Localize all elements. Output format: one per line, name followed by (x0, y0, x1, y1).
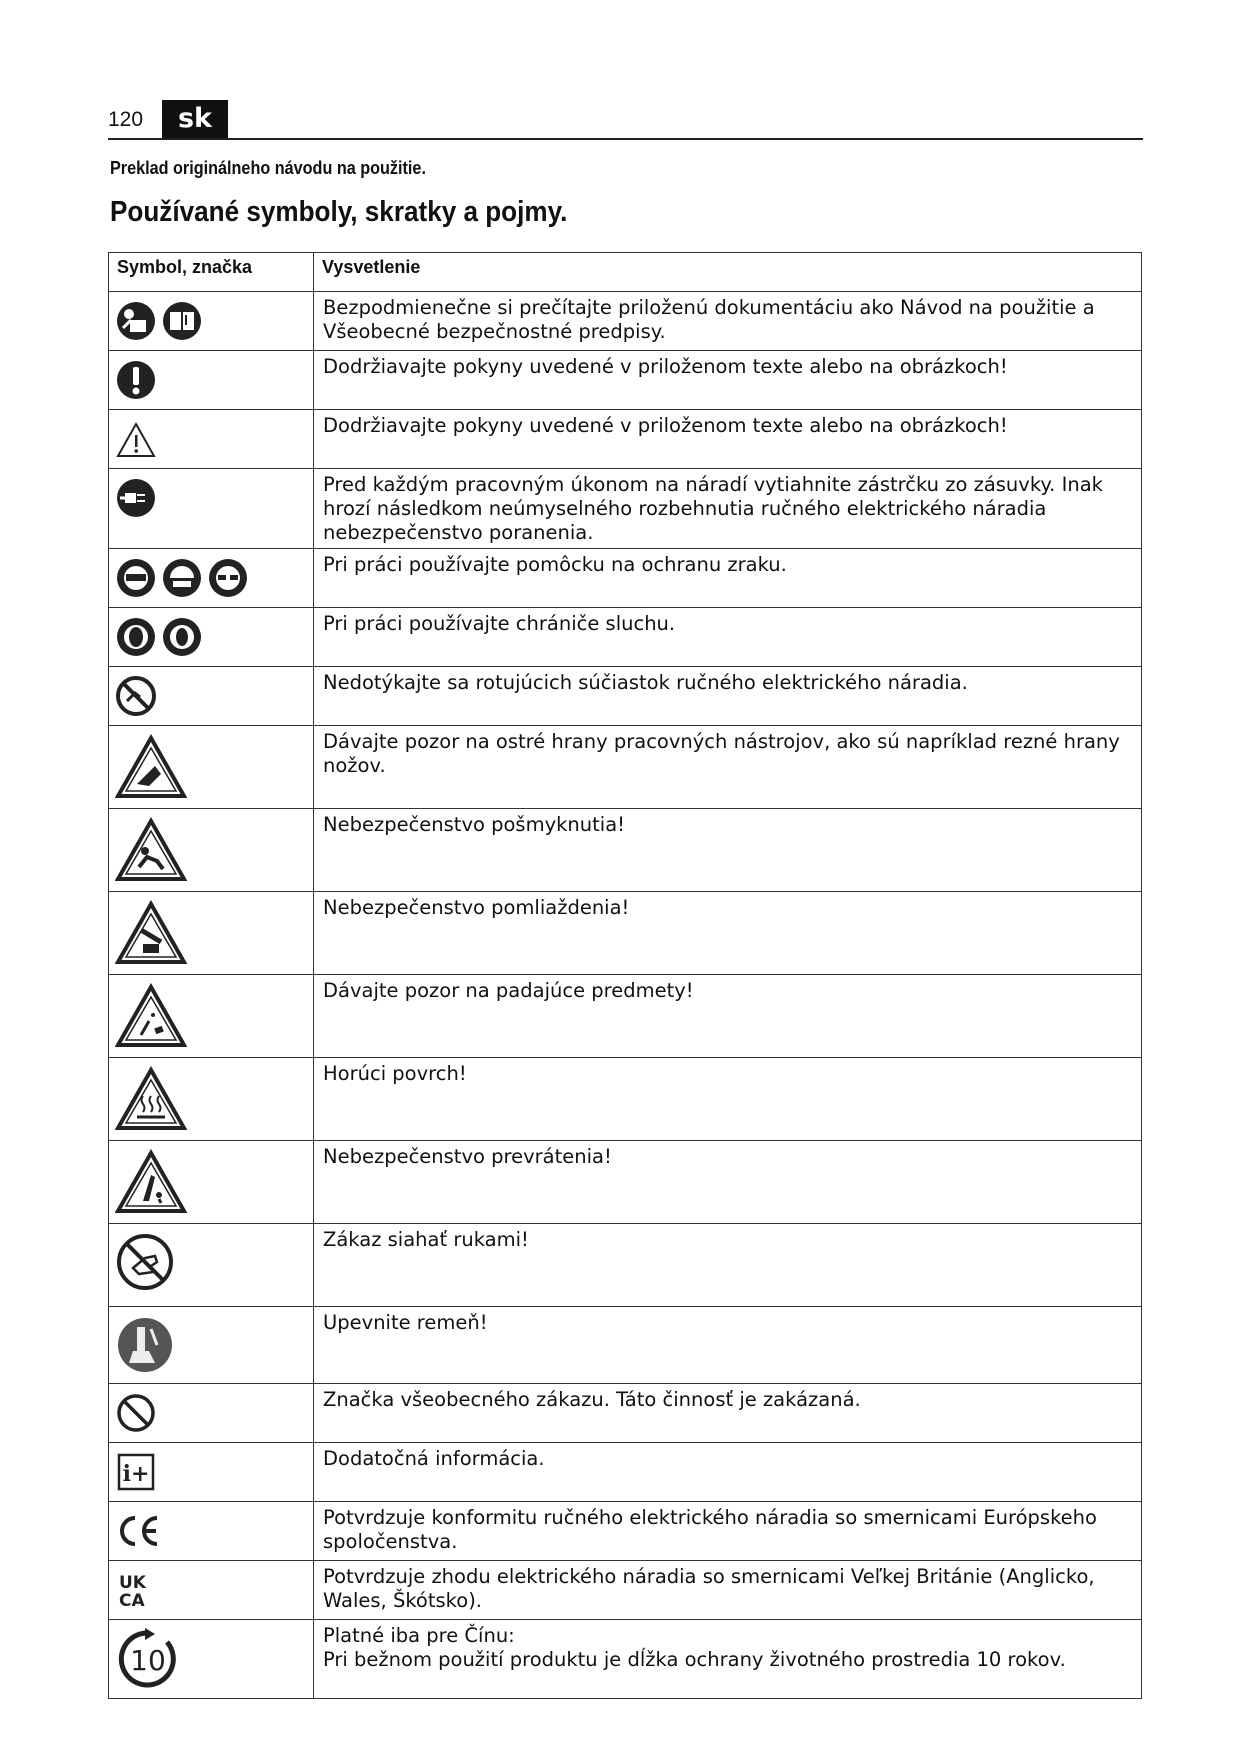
symbols-table (108, 252, 1142, 1699)
no-hands-icon (115, 1232, 175, 1292)
table-row (109, 1384, 1142, 1443)
table-row (109, 351, 1142, 410)
table-row (109, 608, 1142, 667)
row-text: Dodržiavajte pokyny uvedené v priloženom texte alebo na obrázkoch! (323, 414, 1008, 437)
page-number: 120 (108, 108, 144, 131)
ukca-mark-icon (115, 1569, 157, 1611)
row-text: Dávajte pozor na ostré hrany pracovných nástrojov, ako sú napríklad rezné hrany nožov. (323, 730, 1120, 777)
fasten-strap-icon (115, 1315, 175, 1375)
no-touch-rotating-icon (115, 675, 157, 717)
read-manual-icon (115, 300, 157, 342)
table-row (109, 1058, 1142, 1141)
row-text: Nebezpečenstvo pomliaždenia! (323, 896, 630, 919)
falling-objects-icon (115, 983, 187, 1049)
row-text: Nedotýkajte sa rotujúcich súčiastok ručného elektrického náradia. (323, 671, 968, 694)
row-text: Nebezpečenstvo prevrátenia! (323, 1145, 612, 1168)
document-subtitle: Preklad originálneho návodu na použitie. (110, 158, 426, 178)
table-row (109, 1620, 1142, 1699)
manual-book-icon (161, 300, 203, 342)
table-row (109, 292, 1142, 351)
rohs-number: 10 (130, 1644, 166, 1677)
row-text: Dodatočná informácia. (323, 1447, 545, 1470)
ce-mark-icon (115, 1510, 161, 1552)
row-text: Upevnite remeň! (323, 1311, 488, 1334)
header-symbol: Symbol, značka (109, 253, 314, 292)
header-explanation: Vysvetlenie (314, 253, 1142, 292)
china-rohs-10-icon (115, 1628, 181, 1690)
row-text (314, 1620, 1141, 1674)
info-glyph: i+ (122, 1461, 150, 1487)
row-text: Pri práci používajte chrániče sluchu. (323, 612, 676, 635)
slip-hazard-icon (115, 817, 187, 883)
mandatory-exclamation-icon (115, 359, 157, 401)
row-text-line1: Platné iba pre Čínu: (323, 1624, 515, 1647)
helmet-icon (161, 557, 203, 599)
language-badge: sk (162, 100, 228, 138)
row-text: Dávajte pozor na padajúce predmety! (323, 979, 694, 1002)
table-row (109, 1141, 1142, 1224)
row-text: Potvrdzuje konformitu ručného elektrického náradia so smernicami Európskeho spoločenstva. (323, 1506, 1097, 1553)
face-shield-icon (115, 557, 157, 599)
row-text: Pred každým pracovným úkonom na náradí vytiahnite zástrčku zo zásuvky. Inak hrozí následkom neúmyselného rozbehnutia ručného elektrického náradia nebezpečenstvo poranenia. (323, 473, 1103, 544)
safety-glasses-icon (207, 557, 249, 599)
info-icon (115, 1451, 157, 1493)
row-text: Potvrdzuje zhodu elektrického náradia so smernicami Veľkej Británie (Anglicko, Wales, Škótsko). (323, 1565, 1095, 1612)
table-row (109, 410, 1142, 469)
ear-muffs-icon (115, 616, 157, 658)
row-text: Bezpodmienečne si prečítajte priloženú dokumentáciu ako Návod na použitie a Všeobecné bezpečnostné predpisy. (323, 296, 1095, 343)
sharp-edges-warning-icon (115, 734, 187, 800)
warning-triangle-icon (115, 418, 157, 460)
row-text-line2: Pri bežnom použití produktu je dĺžka ochrany životného prostredia 10 rokov. (323, 1648, 1066, 1671)
crush-hazard-icon (115, 900, 187, 966)
table-row (109, 1561, 1142, 1620)
ukca-line2: CA (119, 1591, 145, 1611)
row-text: Značka všeobecného zákazu. Táto činnosť je zakázaná. (323, 1388, 861, 1411)
table-row (109, 892, 1142, 975)
hot-surface-icon (115, 1066, 187, 1132)
page-title: Používané symboly, skratky a pojmy. (110, 196, 568, 228)
table-row (109, 469, 1142, 549)
unplug-icon (115, 477, 157, 519)
tip-over-hazard-icon (115, 1149, 187, 1215)
page-header (108, 100, 1143, 140)
table-header-row (109, 253, 1142, 292)
table-row (109, 667, 1142, 726)
ukca-line1: UK (119, 1573, 146, 1593)
ear-plugs-icon (161, 616, 203, 658)
table-row (109, 549, 1142, 608)
row-text: Horúci povrch! (323, 1062, 467, 1085)
table-row (109, 1224, 1142, 1307)
table-row (109, 1502, 1142, 1561)
table-row (109, 1443, 1142, 1502)
table-row (109, 1307, 1142, 1384)
table-row (109, 726, 1142, 809)
table-row (109, 809, 1142, 892)
row-text: Dodržiavajte pokyny uvedené v priloženom texte alebo na obrázkoch! (323, 355, 1008, 378)
row-text: Pri práci používajte pomôcku na ochranu zraku. (323, 553, 787, 576)
row-text: Zákaz siahať rukami! (323, 1228, 529, 1251)
prohibition-icon (115, 1392, 157, 1434)
row-text: Nebezpečenstvo pošmyknutia! (323, 813, 625, 836)
table-row (109, 975, 1142, 1058)
